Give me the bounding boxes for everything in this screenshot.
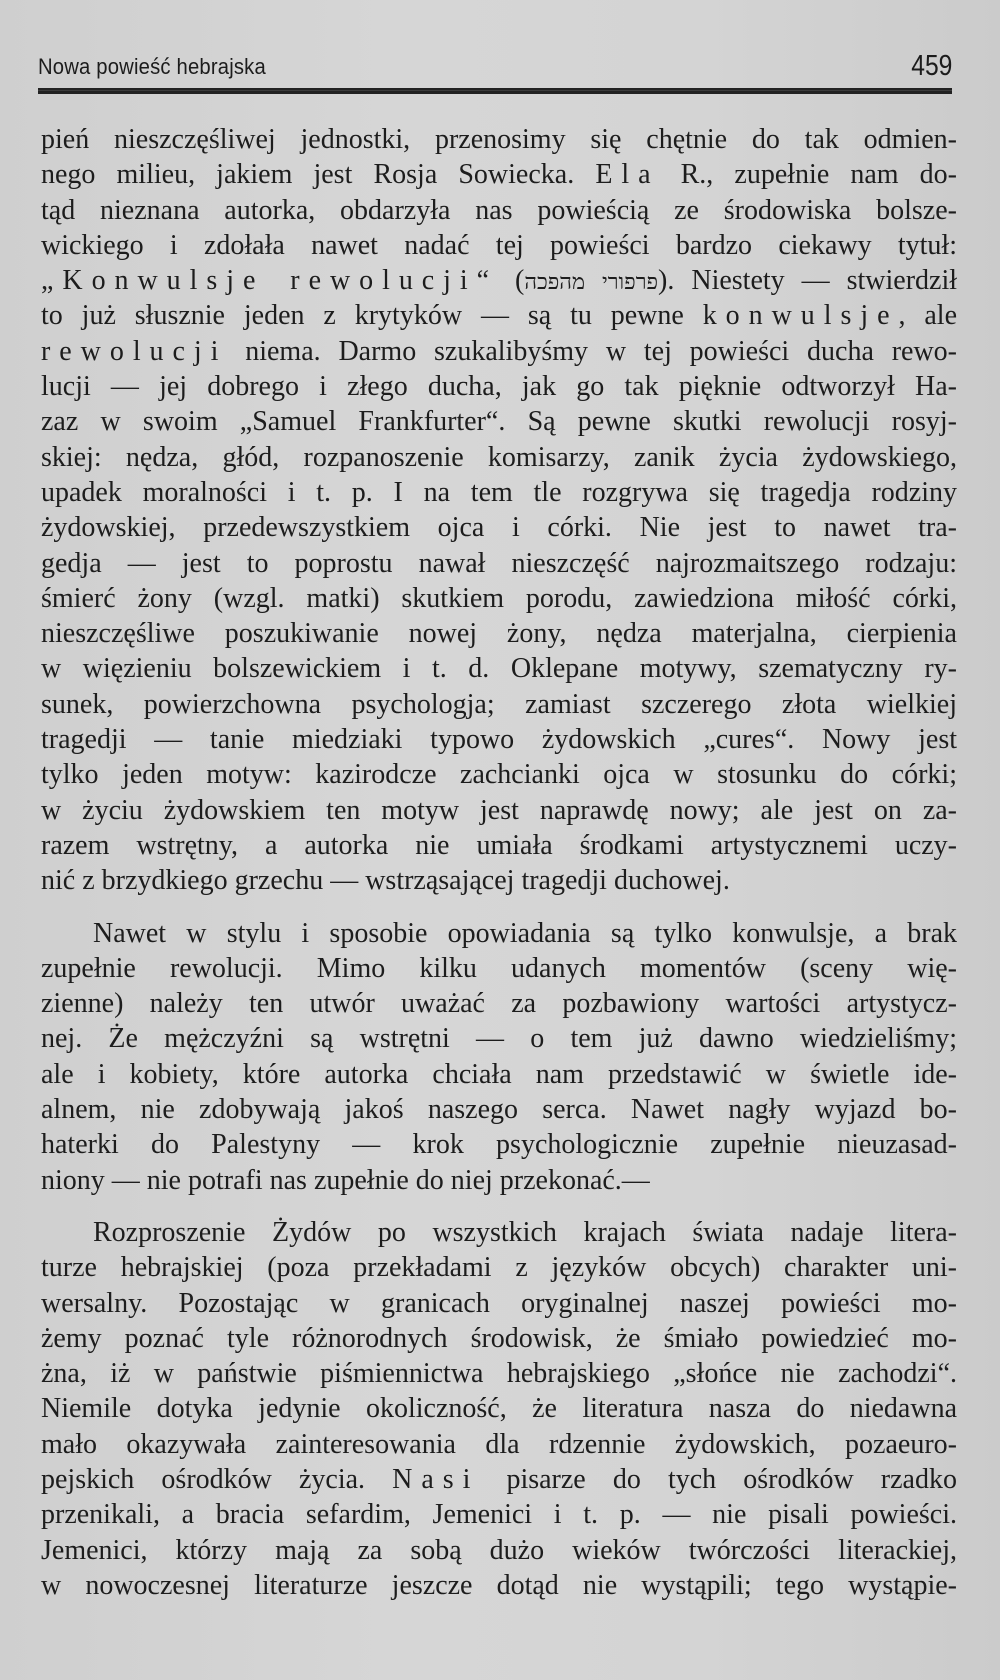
running-header — [38, 52, 952, 86]
text-line: tąd nieznana autorka, obdarzyła nas powieścią ze środowiska bolsze- — [41, 194, 957, 226]
text-line: haterki do Palestyny — krok psychologicznie zupełnie nieuzasad- — [41, 1129, 957, 1161]
text-line: żemy poznać tyle różnorodnych środowisk, że śmiało powiedzieć mo- — [41, 1322, 957, 1354]
text-line: alnem, nie zdobywają jakoś naszego serca. Nawet nagły wyjazd bo- — [41, 1094, 957, 1126]
text-line: mało okazywała zainteresowania dla rdzennie żydowskich, pozaeuro- — [41, 1428, 957, 1460]
hebrew-title: פרפורי מהפכה — [524, 270, 659, 296]
text-segment: R., zupełnie nam do- — [659, 159, 957, 191]
text-line: Jemenici, którzy mają za sobą dużo wieków twórczości literackiej, — [41, 1534, 957, 1566]
text-line: pień nieszczęśliwej jednostki, przenosimy się chętnie do tak odmien- — [41, 124, 957, 155]
text-segment: ). Niestety — stwierdził — [658, 265, 957, 297]
text-line — [41, 298, 957, 333]
text-line: niony — nie potrafi nas zupełnie do niej przekonać.— — [41, 1164, 650, 1196]
text-line: Rozproszenie Żydów po wszystkich krajach świata nadaje litera- — [93, 1216, 957, 1248]
paragraph — [41, 122, 957, 899]
spaced-emphasis: Ela — [595, 159, 660, 191]
page-number: 459 — [910, 50, 952, 82]
text-line: wersalny. Pozostając w granicach oryginalnej naszej powieści mo- — [41, 1287, 957, 1319]
spaced-emphasis: konwulsje — [702, 300, 899, 332]
text-line: żydowskiej, przedewszystkiem ojca i córki. Nie jest to nawet tra- — [41, 512, 957, 544]
text-line — [41, 334, 957, 369]
spaced-emphasis: „Konwulsje rewolucji“ — [41, 265, 499, 297]
text-line: w życiu żydowskiem ten motyw jest naprawdę nowy; ale jest on za- — [41, 794, 957, 826]
text-line: Niemile dotyka jedynie okoliczność, że literatura nasza do niedawna — [41, 1393, 957, 1425]
text-segment: ( — [498, 265, 525, 297]
text-line: wickiego i zdołała nawet nadać tej powieści bardzo ciekawy tytuł: — [41, 229, 957, 261]
spaced-emphasis: rewolucji — [41, 335, 228, 367]
paragraph — [41, 916, 957, 1198]
text-line: w więzieniu bolszewickiem i t. d. Oklepane motywy, szematyczny ry- — [41, 653, 957, 685]
text-line — [41, 263, 957, 298]
text-line: zaz w swoim „Samuel Frankfurter“. Są pewne skutki rewolucji rosyj- — [41, 406, 957, 438]
text-line: przenikali, a bracia sefardim, Jemenici i t. p. — nie pisali powieści. — [41, 1499, 957, 1531]
text-line: tylko jeden motyw: kazirodcze zachcianki ojca w stosunku do córki; — [41, 759, 957, 791]
text-line: lucji — jej dobrego i złego ducha, jak go tak pięknie odtworzył Ha- — [41, 371, 957, 403]
spaced-emphasis: Nasi — [392, 1463, 480, 1495]
text-line — [41, 1462, 957, 1497]
text-line: zienne) należy ten utwór uważać za pozbawiony wartości artystycz- — [41, 988, 957, 1020]
text-line: razem wstrętny, a autorka nie umiała środkami artystycznemi uczy- — [41, 829, 957, 861]
text-segment: niema. Darmo szukalibyśmy w tej powieści ducha rewo- — [227, 335, 957, 367]
text-segment: nego milieu, jakiem jest Rosja Sowiecka. — [41, 159, 596, 191]
text-line: w nowoczesnej literaturze jeszcze dotąd nie wystąpili; tego wystąpie- — [41, 1569, 957, 1601]
text-segment: pisarze do tych ośrodków rzadko — [479, 1463, 957, 1495]
text-line: nieszczęśliwe poszukiwanie nowej żony, nędza materjalna, cierpienia — [41, 618, 957, 650]
header-rule — [38, 88, 952, 94]
text-line: tragedji — tanie miedziaki typowo żydowskich „cures“. Nowy jest — [41, 724, 957, 756]
text-line: gedja — jest to poprostu nawał nieszczęść najrozmaitszego rodzaju: — [41, 547, 957, 579]
body-text — [41, 122, 957, 1603]
paragraph — [41, 1215, 957, 1603]
text-line: nić z brzydkiego grzechu — wstrząsającej tragedji duchowej. — [41, 865, 730, 897]
text-line: Nawet w stylu i sposobie opowiadania są tylko konwulsje, a brak — [93, 917, 957, 949]
text-line: turze hebrajskiej (poza przekładami z języków obcych) charakter uni- — [41, 1252, 957, 1284]
text-line: żna, iż w państwie piśmiennictwa hebrajskiego „słońce nie zachodzi“. — [41, 1358, 957, 1390]
text-line: śmierć żony (wzgl. matki) skutkiem porodu, zawiedziona miłość córki, — [41, 582, 957, 614]
text-line: ale i kobiety, które autorka chciała nam przedstawić w świetle ide- — [41, 1058, 957, 1090]
text-line: nej. Że mężczyźni są wstrętni — o tem już dawno wiedzieliśmy; — [41, 1023, 957, 1055]
text-segment: to już słusznie jeden z krytyków — są tu pewne — [41, 300, 703, 332]
text-segment: , ale — [898, 300, 957, 332]
text-line: upadek moralności i t. p. I na tem tle rozgrywa się tragedja rodziny — [41, 476, 957, 508]
text-line: sunek, powierzchowna psychologja; zamiast szczerego złota wielkiej — [41, 688, 957, 720]
text-line: skiej: nędza, głód, rozpanoszenie komisarzy, zanik życia żydowskiego, — [41, 441, 957, 473]
text-line: zupełnie rewolucji. Mimo kilku udanych momentów (sceny wię- — [41, 952, 957, 984]
text-segment: pejskich ośrodków życia. — [41, 1463, 393, 1495]
running-title: Nowa powieść hebrajska — [38, 54, 266, 79]
text-line — [41, 157, 957, 192]
